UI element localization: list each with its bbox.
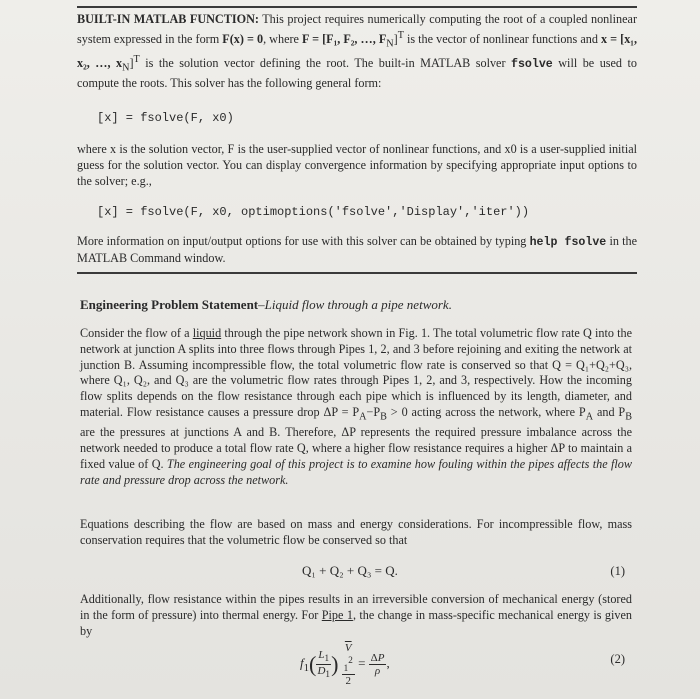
section-divider [77,272,637,274]
problem-paragraph-1: Consider the flow of a liquid through the pipe network shown in Fig. 1. The total volumetric flow rate Q into the network at junction A splits into three flows through Pipes 1, 2, and 3 before rejoining and exiting the network at junction B. Assuming incompressible flow, the total volumetric flow rate is conserved so that Q = Q₁+Q₂+Q₃, where Q₁, Q₂, and Q₃ are the volumetric flow rates through Pipes 1, 2, and 3, respectively. How the incoming flow splits depends on the flow resistance through each pipe which is influenced by its length, diameter, and material. Flow resistance causes a pressure drop $\Delta P = P_A-P_B > 0$ acting across the network, where $P_A$ and $P_B$ are the pressures at junctions A and B. Therefore, ΔP represents the required pressure imbalance across the network needed to produce a total flow rate Q, where a higher flow resistance requires a higher ΔP to maintain a fixed value of Q. The engineering goal of this project is to examine how fouling within the pipes affects the flow rate and pressure drop across the network. [80,326,633,487]
para3-text-a: More information on input/output options for use with this solver can be obtained by typing [77,234,530,248]
p1-text-b: through the pipe network shown in Fig. 1. The total volumetric flow rate Q into the network at junction A splits into three flows through Pipes 1, 2, and 3 before rejoining and exiting the network at junction B. Assuming incompressible flow, the total volumetric flow rate is conserved so that Q = Q₁+Q₂+Q₃, where Q₁, Q₂, and Q₃ are the volumetric flow rates through Pipes 1, 2, and 3, respectively. How the incoming flow splits depends on the flow resistance through each pipe which is influenced by its length, diameter, and material. Flow resistance causes a pressure drop ΔP = P [80,326,632,419]
equation-1-number: (1) [610,564,625,578]
code-example-1: [x] = fsolve(F, x0) [97,111,234,125]
intro-text-b: , where [263,31,303,46]
p3-text-a: Additionally, flow resistance within the pipes results in an irreversible conversion of mechanical energy (stored in the form of pressure) into thermal energy. For [80,592,632,622]
p3-text-b: , the change in mass-specific mechanical energy is given by [80,607,633,638]
problem-heading [80,297,452,313]
equation-2-number: (2) [610,652,625,666]
builtin-title: BUILT-IN MATLAB FUNCTION: [77,12,259,26]
heading-dash: – [258,297,265,312]
para3-text-b: in the MATLAB Command window. [77,234,638,265]
heading-bold: Engineering Problem Statement [80,297,259,312]
help-command: help fsolve [529,236,607,249]
builtin-intro-paragraph: BUILT-IN MATLAB FUNCTION: This project requires numerically computing the root of a coupled nonlinear system expressed in the form F(x) = 0, where F = [F₁, F₂, …, $F_N]^T$ is the vector of nonlinear functions and x = [x₁, x₂, …, $x_N]^T$ is the solution vector defining the root. The built-in MATLAB solver fsolve will be used to compute the roots. This solver has the following general form: [77,12,638,91]
equation-2: $f_1$( $\frac{L_1}{D_1}$ ) $\overline{V}$ $_1^2$ 2 = $\frac{\Delta P}{\rho}$ , [300,642,390,687]
intro-text-e: will be used to compute the roots. This solver has the following general form: [77,56,637,91]
builtin-para2: where x is the solution vector, F is the user-supplied vector of nonlinear functions, and x0 is a user-supplied initial guess for the solution vector. You can display convergence information by specifying appropriate input options to the solver; e.g., [77,142,637,188]
problem-paragraph-3 [80,592,632,639]
solver-name: fsolve [511,58,553,72]
intro-fx: F(x) = 0 [222,31,264,46]
pipe1-link: Pipe 1 [321,607,353,622]
p1-text-c: > 0 acting across the network, where P [386,404,586,419]
intro-text-c: is the vector of nonlinear functions and [403,31,601,46]
engineering-goal: The engineering goal of this project is to examine how fouling within the pipes affects the flow rate and pressure drop across the network. [80,456,633,487]
top-rule [77,6,637,8]
builtin-para3 [77,234,637,267]
problem-paragraph-2: Equations describing the flow are based on mass and energy considerations. For incompressible flow, mass conservation requires that the volumetric flow be conserved so that [80,517,632,547]
p1-text-d: are the pressures at junctions A and B. Therefore, ΔP represents the required pressure imbalance across the network needed to produce a total flow rate Q, where a higher flow resistance requires a higher ΔP to maintain a fixed value of Q. [80,425,632,471]
heading-italic: Liquid flow through a pipe network. [264,297,452,312]
intro-F-vector: F = [F₁, F₂, …, F [302,31,387,46]
intro-text-d: is the solution vector defining the root. The built-in MATLAB solver [139,56,512,71]
equation-1: Q₁ + Q₂ + Q₃ = Q. [302,563,398,578]
code-example-2: [x] = fsolve(F, x0, optimoptions('fsolve','Display','iter')) [97,205,530,219]
intro-text-a: This project requires numerically computing the root of a coupled nonlinear system expressed in the form [77,12,638,46]
p1-text-a: Consider the flow of a [80,326,193,340]
intro-x-vector: x = [x₁, x₂, …, x [77,31,637,71]
liquid-link: liquid [192,326,222,340]
